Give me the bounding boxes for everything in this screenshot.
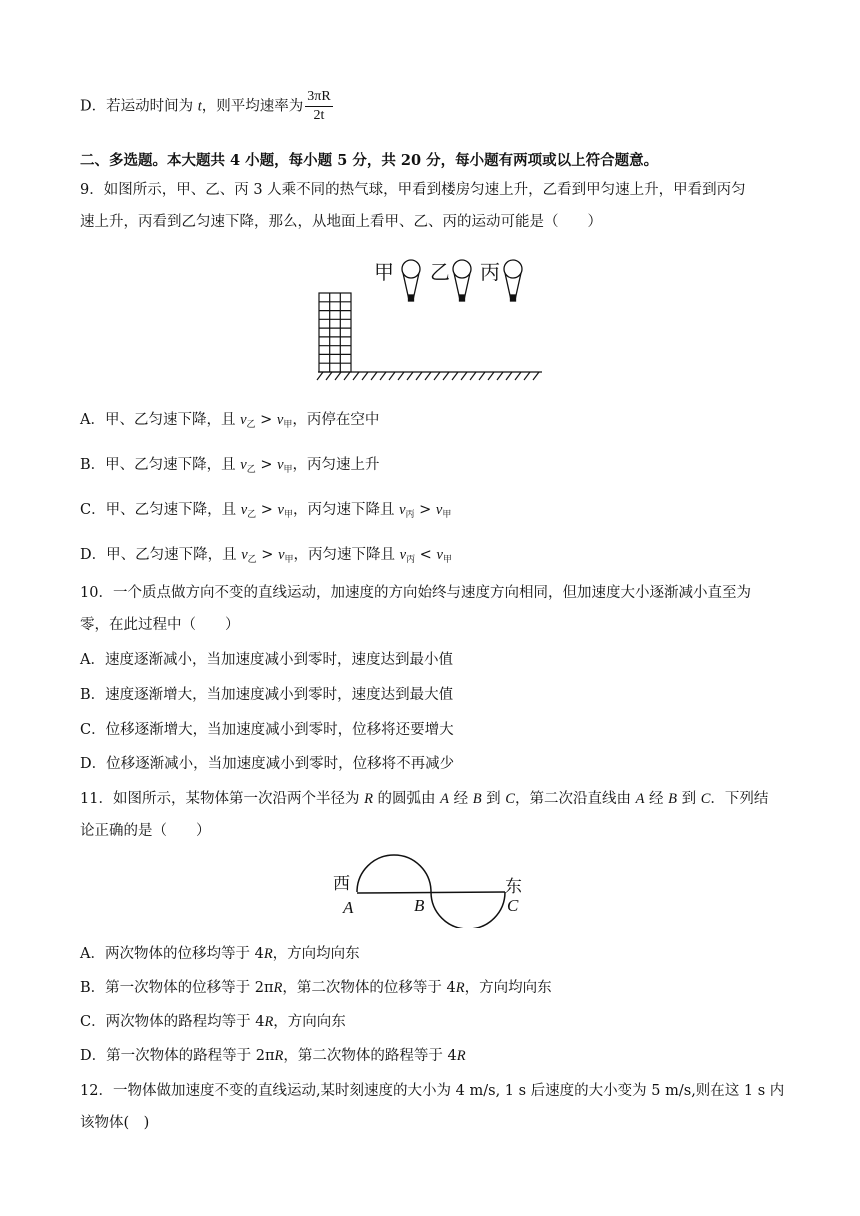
q11-option-c: C．两次物体的路程均等于 4R，方向向东 <box>80 1014 346 1030</box>
upper-arc <box>357 855 431 892</box>
q12-stem-line2: 该物体( ) <box>80 1115 150 1131</box>
q11-option-d: D．第一次物体的路程等于 2πR，第二次物体的路程等于 4R <box>80 1048 466 1064</box>
q11-option-a: A．两次物体的位移均等于 4R，方向均向东 <box>80 946 360 962</box>
q9-stem-line2: 速上升，丙看到乙匀速下降，那么，从地面上看甲、乙、丙的运动可能是（ ） <box>80 214 602 230</box>
building <box>319 293 351 372</box>
balloon-jia <box>402 260 420 301</box>
lower-arc <box>431 892 505 928</box>
label-jia: 甲 <box>374 260 394 284</box>
straight-line <box>357 892 505 893</box>
q10-option-b: B．速度逐渐增大，当加速度减小到零时，速度达到最大值 <box>80 687 454 703</box>
fraction: $\frac{3\pi R}{2t}$ <box>307 89 331 123</box>
q11-stem-line1: 11．如图所示，某物体第一次沿两个半径为 R 的圆弧由 A 经 B 到 C，第二次沿直线由 A 经 B 到 C．下列结 <box>80 791 769 807</box>
q9-option-a: A．甲、乙匀速下降，且 $v_乙 > v_甲$，丙停在空中 <box>80 412 380 430</box>
q8-option-d: D．若运动时间为 t，则平均速率为 $\frac{3\pi R}{2t}$ <box>80 89 331 123</box>
balloon-yi <box>453 260 471 301</box>
label-east: 东 <box>505 877 522 897</box>
q9-option-d: D．甲、乙匀速下降，且 $v_乙 > v_甲$，丙匀速下降且 $v_丙 < v_甲$ <box>80 547 452 565</box>
ground <box>317 372 542 380</box>
q11-stem-line2: 论正确的是（ ） <box>80 823 211 839</box>
label-a: A <box>343 898 354 917</box>
q10-stem-line2: 零，在此过程中（ ） <box>80 617 240 633</box>
q10-option-d: D．位移逐渐减小，当加速度减小到零时，位移将不再减少 <box>80 756 455 772</box>
q10-stem-line1: 10．一个质点做方向不变的直线运动，加速度的方向始终与速度方向相同，但加速度大小逐渐减小直至为 <box>80 585 751 601</box>
q10-option-a: A．速度逐渐减小，当加速度减小到零时，速度达到最小值 <box>80 652 453 668</box>
q10-option-c: C．位移逐渐增大，当加速度减小到零时，位移将还要增大 <box>80 722 454 738</box>
label-c: C <box>507 896 519 915</box>
section-heading: 二、多选题。本大题共 4 小题，每小题 5 分，共 20 分，每小题有两项或以上符合题意。 <box>80 152 659 169</box>
q9-stem-line1: 9．如图所示，甲、乙、丙 3 人乘不同的热气球，甲看到楼房匀速上升，乙看到甲匀速上升，甲看到丙匀 <box>80 182 746 198</box>
q11-option-b: B．第一次物体的位移等于 2πR，第二次物体的位移等于 4R，方向均向东 <box>80 980 552 996</box>
q9-option-b: B．甲、乙匀速下降，且 $v_乙 > v_甲$，丙匀速上升 <box>80 457 380 475</box>
balloon-bing <box>504 260 522 301</box>
q12-stem-line1: 12．一物体做加速度不变的直线运动,某时刻速度的大小为 4 m/s, 1 s 后速度的大小变为 5 m/s,则在这 1 s 内 <box>80 1083 785 1099</box>
arc-figure <box>325 848 535 928</box>
q9-option-c: C．甲、乙匀速下降，且 $v_乙 > v_甲$，丙匀速下降且 $v_丙 > v_甲$ <box>80 502 452 520</box>
label-bing: 丙 <box>480 260 500 284</box>
label-b: B <box>414 896 425 915</box>
label-west: 西 <box>333 874 350 894</box>
balloon-figure <box>310 250 550 385</box>
label-yi: 乙 <box>430 260 450 284</box>
